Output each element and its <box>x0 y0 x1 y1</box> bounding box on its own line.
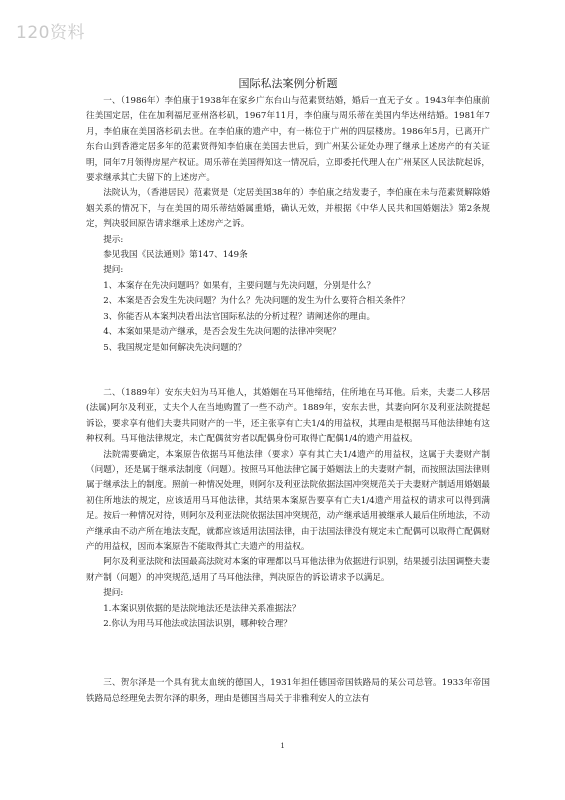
case1-paragraph-1: 一、（1986年）李伯康于1938年在家乡广东台山与范素贤结婚，婚后一直无子女 。1943年李伯康前往美国定居，住在加利福尼亚州洛杉矶，1967年11月，李伯康与周乐蒂在美国内华达州结婚。1981年7月，李伯康在美国洛杉矶去世。在李伯康的遗产中，有一栋位于广州的四层楼房。1986年5月，已离开广东台山到香港定居多年的范素贤得知李伯康在美国去世后，到广州某公证处办理了继承上述房产的有关证明，同年7月领得房屋产权证。周乐蒂在美国得知这一情况后，立即委托代理人在广州某区人民法院起诉，要求继承其亡夫留下的上述房产。 <box>86 96 490 184</box>
page-number: 1 <box>280 741 285 750</box>
section-spacer <box>86 356 490 386</box>
case1-question-3: 3、你能否从本案判决看出法官国际私法的分析过程？请阐述你的理由。 <box>103 311 376 322</box>
case2-paragraph-2: 法院需要确定，本案原告依据马耳他法律（要求）享有其亡夫1/4遗产的用益权，这属于夫妻财产制（问题），还是属于继承法制度（问题）。按照马耳他法律它属于婚姻法上的夫妻财产制，而按照法国法律则属于继承法上的制度。照前一种情况处理，则阿尔及利亚法院依据法国冲突规范关于夫妻财产制适用婚姻最初住所地法的规定，应该适用马耳他法律，其结果本案原告要享有亡夫1/4遗产用益权的请求可以得到满足。按后一种情况对待，则阿尔及利亚法院依据法国冲突规范，动产继承适用被继承人最后住所地法，不动产继承由不动产所在地法支配，就都应该适用法国法律，由于法国法律没有规定未亡配偶可以取得亡配偶财产的用益权，因而本案原告不能取得其亡夫遗产的用益权。 <box>86 449 490 552</box>
case2-paragraph-3: 阿尔及利亚法院和法国最高法院对本案的审理都以马耳他法律为依据进行识别，结果援引法国调整夫妻财产制（问题）的冲突规范,适用了马耳他法律，判决原告的诉讼请求予以满足。 <box>86 557 490 583</box>
case3-paragraph-1: 三、贺尔泽是一个具有犹太血统的德国人，1931年担任德国帝国铁路局的某公司总管。1933年帝国铁路局总经理免去贺尔泽的职务，理由是德国当局关于非雅利安人的立法有 <box>86 678 490 704</box>
watermark: 120资料 <box>16 23 85 43</box>
case2-ask-label: 提问: <box>103 588 124 599</box>
case2-paragraph-1: 二、（1889年）安东夫妇为马耳他人，其婚姻在马耳他缔结，住所地在马耳他。后来，夫妻二人移居(法属)阿尔及利亚，丈夫个人在当地购置了一些不动产。1889年，安东去世，其妻向阿尔及利亚法院提起诉讼，要求享有他们夫妻共同财产的一半，还主张享有亡夫1/4的用益权，其理由是根据马耳他法律她有这种权利。马耳他法律规定，未亡配偶贫穷者以配偶身份可取得亡配偶1/4的遗产用益权。 <box>86 387 490 445</box>
case2-question-1: 1.本案识别依据的是法院地法还是法律关系准据法？ <box>103 603 301 614</box>
case1-question-1: 1、本案存在先决问题吗？如果有，主要问题与先决问题，分别是什么？ <box>103 280 376 291</box>
case1-hint-label: 提示: <box>103 234 124 245</box>
case1-paragraph-2: 法院认为，（香港居民）范素贤是（定居美国38年的）李伯康之结发妻子，李伯康在未与范素贤解除婚姻关系的情况下，与在美国的周乐蒂结婚属重婚，确认无效，并根据《中华人民共和国婚姻法》第2条规定，判决驳回原告请求继承上述房产之诉。 <box>86 188 490 230</box>
document-page <box>86 76 490 707</box>
case2-question-2: 2.你认为用马耳他法或法国法识别，哪种较合理？ <box>103 619 292 629</box>
case1-question-2: 2、本案是否会发生先决问题？为什么？先决问题的发生为什么要符合相关条件？ <box>103 296 410 307</box>
page-title: 国际私法案例分析题 <box>238 77 338 90</box>
case1-ask-label: 提问: <box>103 265 124 276</box>
case1-hint-text: 参见我国《民法通则》第147、149条 <box>103 250 248 261</box>
section-spacer <box>86 632 490 676</box>
case1-question-4: 4、本案如果是动产继承，是否会发生先决问题的法律冲突呢？ <box>103 327 341 338</box>
case1-question-5: 5、我国规定是如何解决先决问题的？ <box>103 342 247 353</box>
